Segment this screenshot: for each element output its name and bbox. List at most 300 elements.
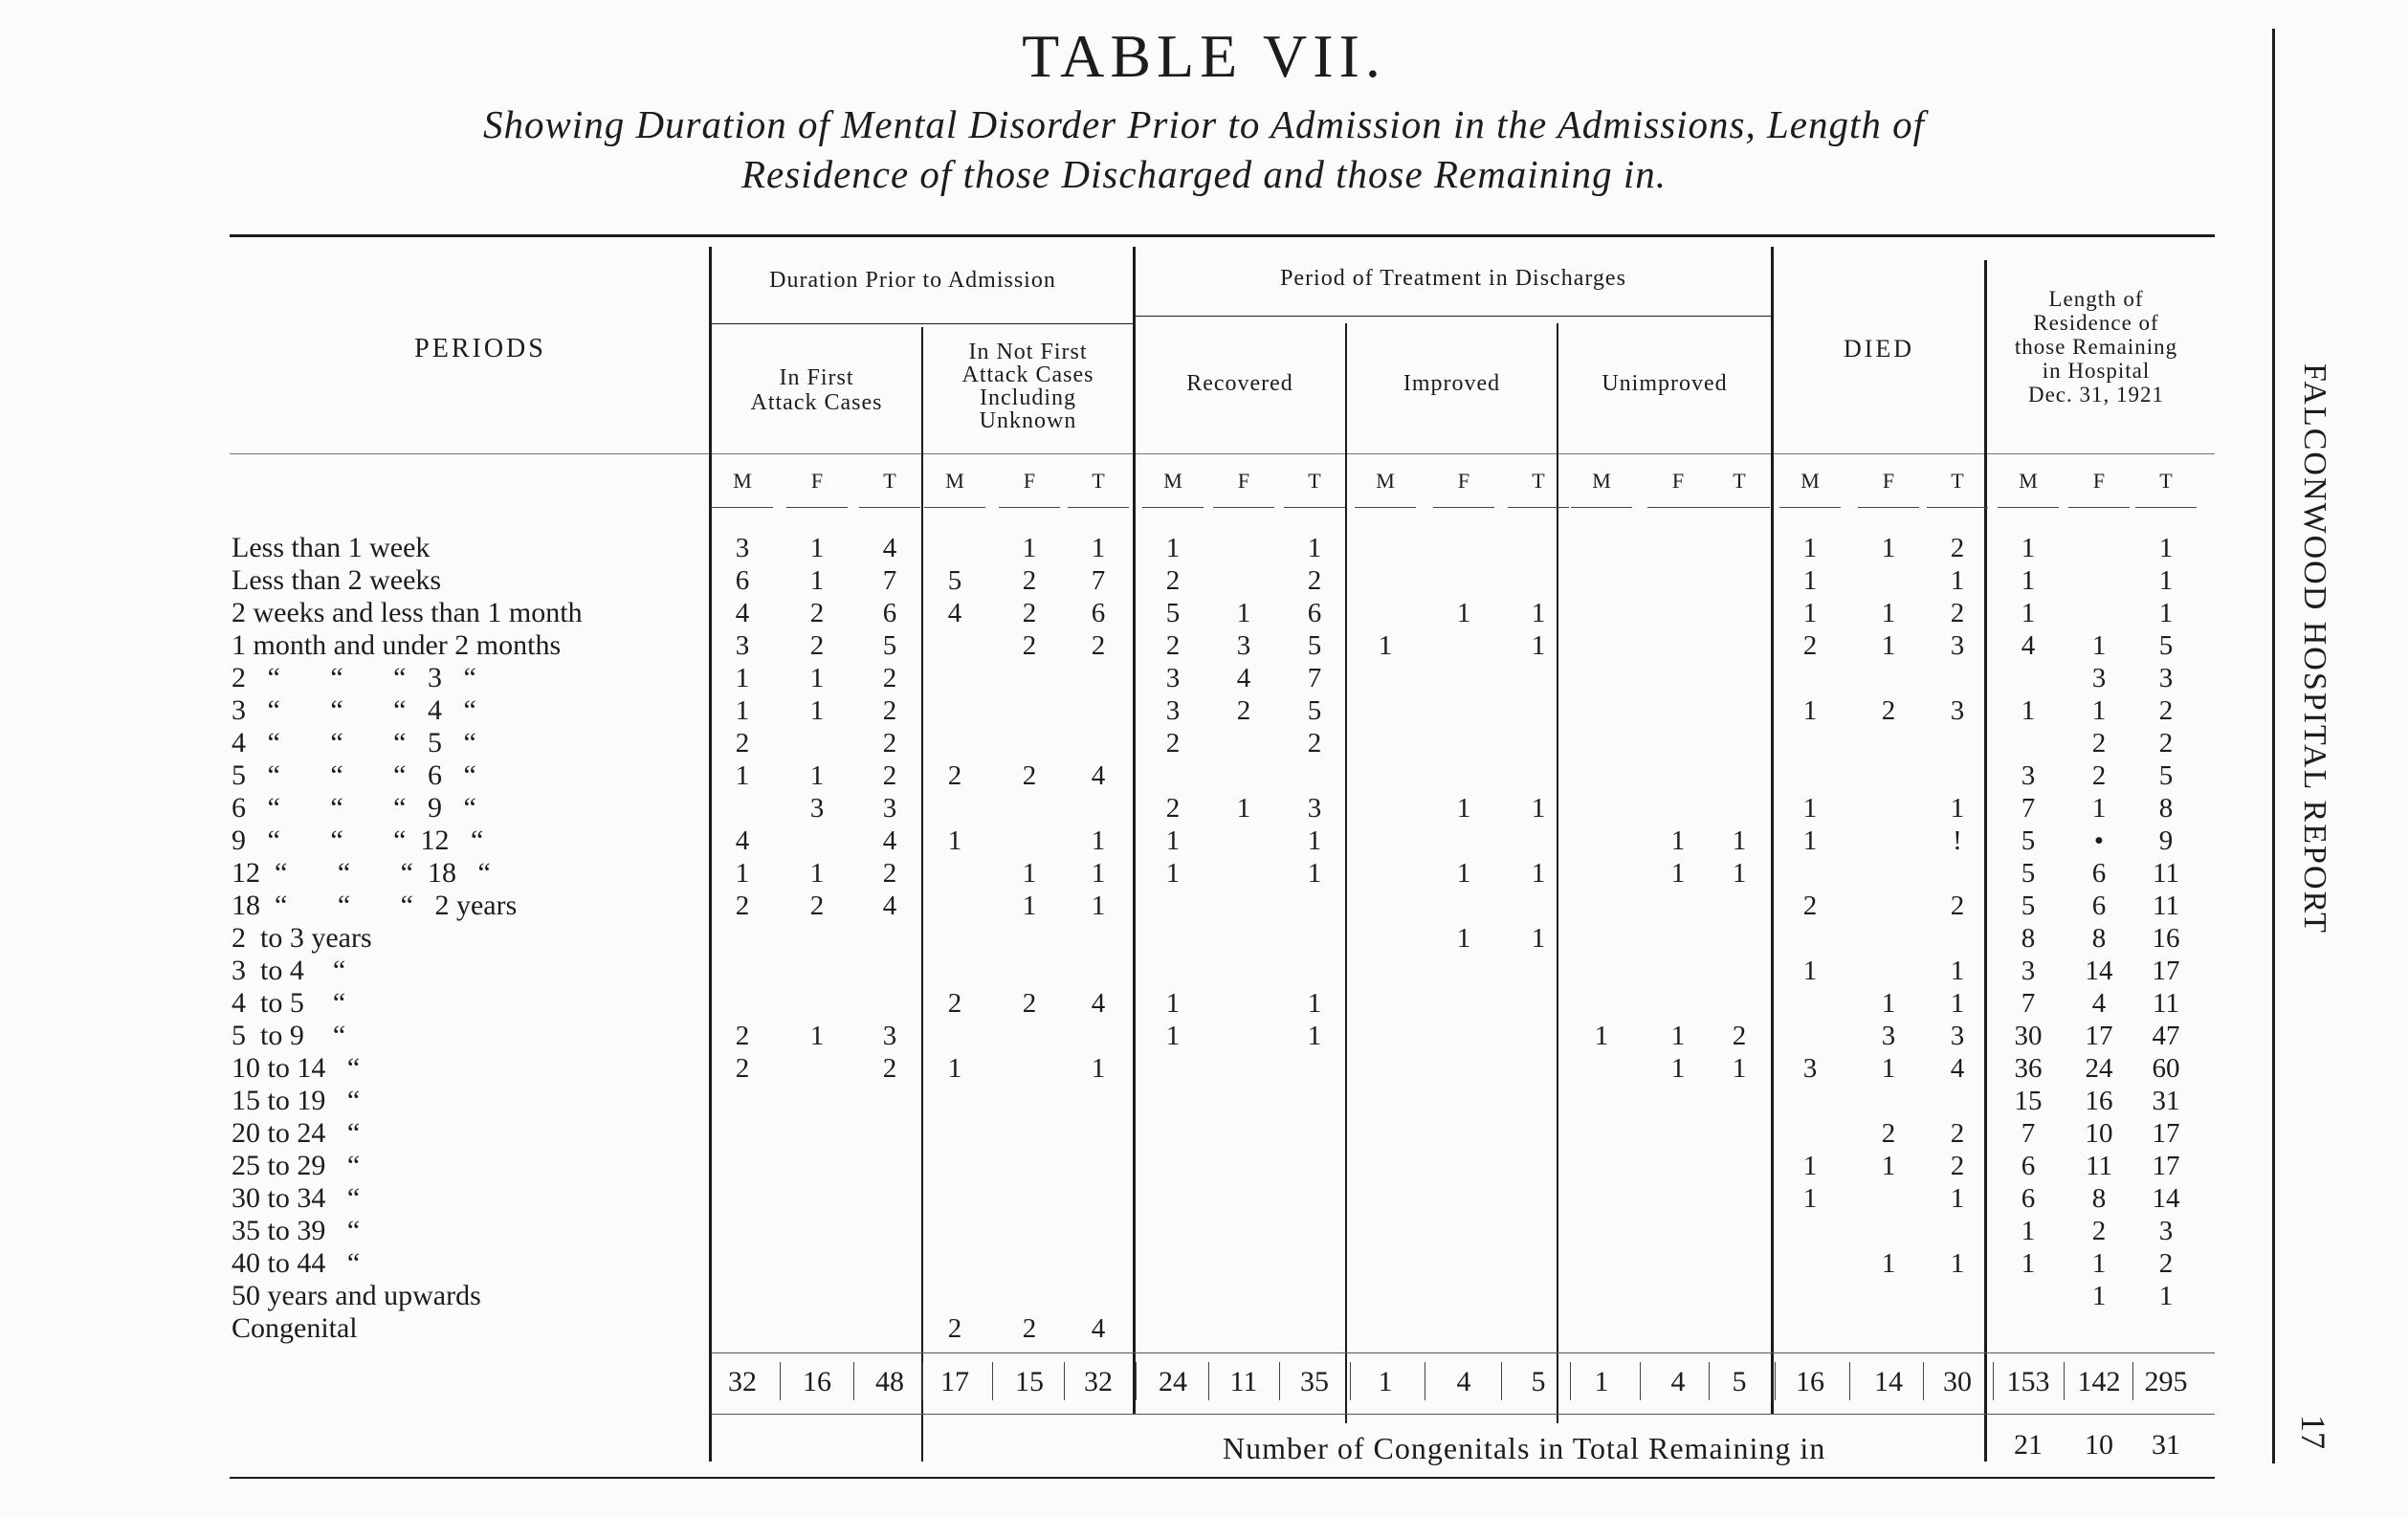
total-cell: 1 <box>1594 1366 1609 1397</box>
table-cell: 2 <box>1165 630 1181 661</box>
sub-label-underline <box>786 507 848 508</box>
table-cell: 1 <box>1456 598 1471 628</box>
table-cell: 1 <box>1022 858 1037 889</box>
table-cell: 9 <box>2158 825 2174 856</box>
total-separator <box>1570 1362 1571 1400</box>
total-separator <box>1709 1362 1710 1400</box>
sub-label-underline <box>1213 507 1274 508</box>
table-cell: 5 <box>2158 760 2174 791</box>
table-cell: 1 <box>1456 858 1471 889</box>
table-cell: 11 <box>2153 890 2179 921</box>
total-cell: 153 <box>2006 1366 2050 1397</box>
table-cell: 2 <box>2158 728 2174 758</box>
total-cell: 30 <box>1943 1366 1972 1397</box>
table-cell: 5 <box>2021 825 2036 856</box>
table-cell: 2 <box>809 630 825 661</box>
sub-label-f: F <box>810 469 824 493</box>
table-cell: • <box>2093 825 2105 856</box>
total-separator <box>853 1362 854 1400</box>
column-divider <box>1984 260 1987 1462</box>
table-subtitle-line-2: Residence of those Discharged and those Remaining in. <box>741 152 1667 196</box>
table-cell: 1 <box>1091 858 1106 889</box>
table-cell: 1 <box>1091 825 1106 856</box>
period-label: Less than 2 weeks <box>232 564 442 596</box>
table-cell: 1 <box>1802 565 1818 596</box>
table-cell: 5 <box>2021 890 2036 921</box>
table-cell: 4 <box>1236 663 1251 693</box>
table-cell: 3 <box>1802 1053 1818 1084</box>
total-cell: 35 <box>1300 1366 1329 1397</box>
total-cell: 17 <box>940 1366 969 1397</box>
page-number: 17 <box>2294 1415 2332 1449</box>
table-cell: 1 <box>2091 793 2107 824</box>
sub-label-underline <box>1508 507 1569 508</box>
table-cell: 1 <box>809 695 825 726</box>
total-cell: 24 <box>1159 1366 1187 1397</box>
header-in-not-first-attack: In Not First Attack Cases Including Unknown <box>961 340 1094 433</box>
period-label: 5 “ “ “ 6 “ <box>232 759 476 791</box>
column-divider <box>709 247 712 1462</box>
table-cell: 3 <box>735 630 750 661</box>
table-cell: 1 <box>1802 533 1818 563</box>
table-cell: 2 <box>735 1021 750 1051</box>
total-cell: 5 <box>1732 1366 1747 1397</box>
table-cell: 2 <box>1950 533 1965 563</box>
sub-label-m: M <box>2019 469 2038 493</box>
total-cell: 142 <box>2077 1366 2121 1397</box>
sub-label-m: M <box>945 469 964 493</box>
table-cell: 1 <box>2021 695 2036 726</box>
total-separator <box>1350 1362 1351 1400</box>
table-cell: 3 <box>1165 695 1181 726</box>
table-cell: 1 <box>1091 533 1106 563</box>
total-cell: 16 <box>803 1366 831 1397</box>
table-cell: 1 <box>1950 1248 1965 1279</box>
table-cell: 2 <box>809 598 825 628</box>
table-cell: 3 <box>882 1021 897 1051</box>
period-label: 50 years and upwards <box>232 1280 481 1311</box>
table-cell: 2 <box>735 1053 750 1084</box>
table-cell: 3 <box>2021 956 2036 986</box>
table-cell: 1 <box>1594 1021 1609 1051</box>
table-cell: 1 <box>1456 793 1471 824</box>
table-cell: 5 <box>1307 695 1322 726</box>
table-cell: 1 <box>1670 858 1686 889</box>
table-cell: 2 <box>1732 1021 1747 1051</box>
table-cell: 1 <box>1881 988 1896 1019</box>
period-label: Less than 1 week <box>232 532 431 563</box>
total-cell: 11 <box>1229 1366 1258 1397</box>
table-cell: 2 <box>735 890 750 921</box>
table-cell: 1 <box>809 663 825 693</box>
table-cell: 7 <box>2021 988 2036 1019</box>
table-cell: 5 <box>2158 630 2174 661</box>
table-cell: 47 <box>2152 1021 2180 1051</box>
sub-label-underline <box>1284 507 1345 508</box>
table-cell: 1 <box>1307 988 1322 1019</box>
table-cell: 1 <box>1165 533 1181 563</box>
table-cell: 1 <box>1378 630 1393 661</box>
total-separator <box>2064 1362 2065 1400</box>
table-cell: 3 <box>809 793 825 824</box>
sub-label-f: F <box>1237 469 1250 493</box>
table-cell: 1 <box>1950 565 1965 596</box>
table-cell: 2 <box>1022 988 1037 1019</box>
table-cell: 4 <box>1950 1053 1965 1084</box>
table-cell: 60 <box>2152 1053 2180 1084</box>
table-cell: 1 <box>1802 695 1818 726</box>
total-cell: 1 <box>1378 1366 1393 1397</box>
table-cell: 3 <box>882 793 897 824</box>
table-cell: 2 <box>1950 890 1965 921</box>
table-cell: 1 <box>2091 695 2107 726</box>
sub-label-underline <box>859 507 920 508</box>
sub-label-underline <box>1779 507 1841 508</box>
table-cell: 15 <box>2014 1086 2043 1116</box>
sub-label-underline <box>1858 507 1919 508</box>
table-cell: 1 <box>947 825 962 856</box>
table-cell: 1 <box>735 695 750 726</box>
table-cell: 2 <box>2158 1248 2174 1279</box>
table-cell: 6 <box>1307 598 1322 628</box>
sub-label-underline <box>1998 507 2059 508</box>
table-cell: 1 <box>2158 533 2174 563</box>
table-cell: 11 <box>2153 988 2179 1019</box>
table-cell: 3 <box>2091 663 2107 693</box>
table-cell: 1 <box>2021 1216 2036 1246</box>
table-cell: 1 <box>1881 533 1896 563</box>
table-cell: 1 <box>1022 890 1037 921</box>
group-rule-duration <box>712 323 1135 324</box>
table-cell: 4 <box>735 598 750 628</box>
table-cell: 1 <box>1307 533 1322 563</box>
sub-label-underline <box>924 507 985 508</box>
sub-label-underline <box>1142 507 1204 508</box>
table-cell: 7 <box>1307 663 1322 693</box>
table-cell: 1 <box>1881 1053 1896 1084</box>
sub-label-underline <box>1927 507 1988 508</box>
table-cell: 11 <box>2153 858 2179 889</box>
total-separator <box>1923 1362 1924 1400</box>
footer-value: 31 <box>2152 1429 2180 1461</box>
table-cell: 1 <box>1732 1053 1747 1084</box>
table-cell: 2 <box>1950 598 1965 628</box>
table-cell: 31 <box>2152 1086 2180 1116</box>
header-length-residence: Length of Residence of those Remaining in Hospital Dec. 31, 1921 <box>2014 287 2178 407</box>
table-cell: 4 <box>882 825 897 856</box>
table-cell: 2 <box>1236 695 1251 726</box>
table-cell: 1 <box>1802 793 1818 824</box>
period-label: 3 “ “ “ 4 “ <box>232 694 476 726</box>
period-label: 3 to 4 “ <box>232 955 346 986</box>
table-cell: 1 <box>735 858 750 889</box>
table-cell: 2 <box>1165 793 1181 824</box>
table-cell: 2 <box>1950 1118 1965 1149</box>
table-cell: 1 <box>1456 923 1471 954</box>
table-cell: 2 <box>2091 728 2107 758</box>
footer-value: 10 <box>2085 1429 2113 1461</box>
table-cell: 1 <box>1802 825 1818 856</box>
table-cell: 1 <box>735 760 750 791</box>
total-cell: 5 <box>1531 1366 1546 1397</box>
header-died: DIED <box>1843 335 1915 363</box>
total-separator <box>922 1362 923 1400</box>
period-label: 15 to 19 “ <box>232 1085 361 1116</box>
total-separator <box>1501 1362 1502 1400</box>
table-cell: 3 <box>1165 663 1181 693</box>
total-separator <box>1849 1362 1850 1400</box>
side-border <box>2272 29 2275 1463</box>
table-cell: 1 <box>2158 598 2174 628</box>
table-cell: 2 <box>1307 728 1322 758</box>
total-cell: 295 <box>2144 1366 2188 1397</box>
table-cell: 3 <box>1881 1021 1896 1051</box>
table-cell: 1 <box>1236 598 1251 628</box>
sub-label-underline <box>1647 507 1709 508</box>
table-cell: 1 <box>1670 825 1686 856</box>
table-cell: 1 <box>1091 1053 1106 1084</box>
table-cell: 17 <box>2085 1021 2113 1051</box>
total-cell: 4 <box>1670 1366 1686 1397</box>
table-cell: 1 <box>1531 793 1546 824</box>
total-separator <box>1136 1362 1137 1400</box>
table-cell: 2 <box>1802 630 1818 661</box>
total-separator <box>1993 1362 1994 1400</box>
sub-label-underline <box>999 507 1060 508</box>
sub-label-t: T <box>1532 469 1545 493</box>
period-label: 25 to 29 “ <box>232 1150 361 1181</box>
table-cell: 8 <box>2021 923 2036 954</box>
sub-label-t: T <box>1951 469 1964 493</box>
table-cell: 1 <box>1881 630 1896 661</box>
table-cell: 3 <box>1950 695 1965 726</box>
column-divider <box>1771 247 1774 1414</box>
sub-label-underline <box>1068 507 1129 508</box>
table-cell: 1 <box>1950 1183 1965 1214</box>
total-separator <box>780 1362 781 1400</box>
column-divider <box>1345 323 1347 1423</box>
sub-label-f: F <box>1671 469 1685 493</box>
table-cell: 16 <box>2085 1086 2113 1116</box>
table-cell: 1 <box>809 760 825 791</box>
table-cell: 1 <box>1950 793 1965 824</box>
table-cell: 2 <box>1022 565 1037 596</box>
table-cell: 2 <box>1950 1151 1965 1181</box>
table-subtitle-line-1: Showing Duration of Mental Disorder Prior to Admission in the Admissions, Length of <box>482 102 1926 146</box>
table-cell: 2 <box>2158 695 2174 726</box>
table-cell: 1 <box>735 663 750 693</box>
table-cell: 3 <box>1307 793 1322 824</box>
total-separator <box>1208 1362 1209 1400</box>
table-cell: 2 <box>947 1313 962 1344</box>
table-cell: 2 <box>882 728 897 758</box>
table-cell: 2 <box>1022 598 1037 628</box>
table-cell: 7 <box>2021 1118 2036 1149</box>
table-cell: 3 <box>2158 663 2174 693</box>
table-cell: 4 <box>2091 988 2107 1019</box>
table-cell: 1 <box>1531 923 1546 954</box>
header-periods: PERIODS <box>414 334 546 363</box>
period-label: 9 “ “ “ 12 “ <box>232 824 484 856</box>
table-cell: 6 <box>882 598 897 628</box>
table-cell: 10 <box>2085 1118 2113 1149</box>
table-cell: 6 <box>1091 598 1106 628</box>
table-cell: 2 <box>1881 1118 1896 1149</box>
bottom-rule <box>230 1477 2215 1479</box>
table-cell: 1 <box>1531 630 1546 661</box>
total-cell: 15 <box>1015 1366 1044 1397</box>
table-cell: 30 <box>2014 1021 2043 1051</box>
table-cell: 2 <box>1091 630 1106 661</box>
table-cell: 1 <box>2021 598 2036 628</box>
period-label: 35 to 39 “ <box>232 1215 361 1246</box>
table-cell: 2 <box>2091 1216 2107 1246</box>
period-label: 18 “ “ “ 2 years <box>232 890 518 921</box>
side-header-container <box>2286 363 2344 1243</box>
table-cell: 1 <box>809 565 825 596</box>
table-cell: ! <box>1953 825 1962 856</box>
sub-label-t: T <box>883 469 896 493</box>
sub-label-underline <box>1433 507 1494 508</box>
table-cell: 2 <box>1165 565 1181 596</box>
header-in-first-attack: In First Attack Cases <box>750 365 883 415</box>
running-header: FALCONWOOD HOSPITAL REPORT <box>2297 363 2332 934</box>
sub-label-m: M <box>1592 469 1611 493</box>
total-separator <box>1279 1362 1280 1400</box>
table-cell: 1 <box>947 1053 962 1084</box>
table-cell: 1 <box>1881 1248 1896 1279</box>
period-label: 6 “ “ “ 9 “ <box>232 792 476 824</box>
table-cell: 4 <box>947 598 962 628</box>
period-label: 10 to 14 “ <box>232 1052 361 1084</box>
table-cell: 1 <box>2091 1248 2107 1279</box>
footer-value: 21 <box>2014 1429 2043 1461</box>
sub-label-m: M <box>1163 469 1182 493</box>
table-cell: 1 <box>1950 956 1965 986</box>
table-cell: 2 <box>882 663 897 693</box>
table-cell: 3 <box>735 533 750 563</box>
table-cell: 1 <box>809 533 825 563</box>
header-unimproved: Unimproved <box>1602 371 1728 396</box>
sub-label-underline <box>1571 507 1632 508</box>
table-cell: 4 <box>882 890 897 921</box>
sub-label-underline <box>2135 507 2197 508</box>
table-cell: 1 <box>2021 565 2036 596</box>
sub-label-m: M <box>1376 469 1395 493</box>
table-cell: 7 <box>1091 565 1106 596</box>
table-cell: 3 <box>2021 760 2036 791</box>
total-cell: 16 <box>1796 1366 1824 1397</box>
sub-label-t: T <box>1308 469 1321 493</box>
period-label: 40 to 44 “ <box>232 1247 361 1279</box>
table-cell: 3 <box>1950 630 1965 661</box>
sub-label-t: T <box>2159 469 2173 493</box>
table-cell: 6 <box>2091 890 2107 921</box>
header-recovered: Recovered <box>1186 371 1293 396</box>
table-cell: 1 <box>2021 1248 2036 1279</box>
table-cell: 1 <box>1307 858 1322 889</box>
total-separator <box>1775 1362 1776 1400</box>
table-cell: 8 <box>2158 793 2174 824</box>
table-cell: 2 <box>947 760 962 791</box>
table-cell: 8 <box>2091 923 2107 954</box>
table-cell: 2 <box>1165 728 1181 758</box>
table-cell: 3 <box>1950 1021 1965 1051</box>
header-rule <box>230 453 2215 454</box>
table-cell: 1 <box>1881 598 1896 628</box>
totals-bottom-rule <box>712 1414 2215 1415</box>
table-cell: 1 <box>1165 988 1181 1019</box>
table-title: TABLE VII. <box>1022 22 1386 90</box>
table-cell: 1 <box>1881 1151 1896 1181</box>
table-cell: 4 <box>735 825 750 856</box>
total-cell: 4 <box>1456 1366 1471 1397</box>
table-cell: 2 <box>2091 760 2107 791</box>
table-cell: 3 <box>2158 1216 2174 1246</box>
table-cell: 1 <box>1307 1021 1322 1051</box>
table-cell: 1 <box>1670 1021 1686 1051</box>
footer-label: Number of Congenitals in Total Remaining in <box>1223 1431 1826 1465</box>
sub-label-f: F <box>1882 469 1895 493</box>
total-cell: 48 <box>875 1366 904 1397</box>
total-separator <box>1640 1362 1641 1400</box>
table-cell: 2 <box>882 1053 897 1084</box>
table-cell: 1 <box>1022 533 1037 563</box>
table-cell: 16 <box>2152 923 2180 954</box>
table-cell: 1 <box>2021 533 2036 563</box>
period-label: 4 “ “ “ 5 “ <box>232 727 476 758</box>
table-cell: 1 <box>1165 1021 1181 1051</box>
period-label: 2 “ “ “ 3 “ <box>232 662 476 693</box>
table-cell: 4 <box>2021 630 2036 661</box>
table-cell: 1 <box>1531 858 1546 889</box>
table-cell: 4 <box>882 533 897 563</box>
table-cell: 5 <box>1307 630 1322 661</box>
table-cell: 14 <box>2085 956 2113 986</box>
table-cell: 1 <box>2091 1281 2107 1311</box>
table-cell: 1 <box>2158 1281 2174 1311</box>
table-cell: 2 <box>735 728 750 758</box>
table-cell: 1 <box>1732 825 1747 856</box>
sub-label-m: M <box>1800 469 1820 493</box>
total-cell: 32 <box>728 1366 757 1397</box>
table-cell: 17 <box>2152 1118 2180 1149</box>
table-cell: 1 <box>809 1021 825 1051</box>
table-cell: 1 <box>1165 858 1181 889</box>
total-separator <box>1064 1362 1065 1400</box>
table-cell: 4 <box>1091 988 1106 1019</box>
period-label: 4 to 5 “ <box>232 987 346 1019</box>
sub-label-t: T <box>1092 469 1105 493</box>
sub-label-m: M <box>733 469 752 493</box>
table-cell: 5 <box>882 630 897 661</box>
period-label: 20 to 24 “ <box>232 1117 361 1149</box>
table-cell: 1 <box>1802 1151 1818 1181</box>
table-cell: 2 <box>1307 565 1322 596</box>
table-cell: 6 <box>2021 1183 2036 1214</box>
table-cell: 2 <box>882 695 897 726</box>
table-cell: 1 <box>1802 956 1818 986</box>
total-cell: 32 <box>1084 1366 1113 1397</box>
sub-label-underline <box>1709 507 1770 508</box>
column-divider <box>1133 247 1136 1414</box>
table-cell: 5 <box>947 565 962 596</box>
table-cell: 2 <box>882 760 897 791</box>
header-period-treatment: Period of Treatment in Discharges <box>1280 266 1626 291</box>
table-cell: 2 <box>809 890 825 921</box>
sub-label-underline <box>2068 507 2130 508</box>
sub-label-underline <box>1355 507 1416 508</box>
